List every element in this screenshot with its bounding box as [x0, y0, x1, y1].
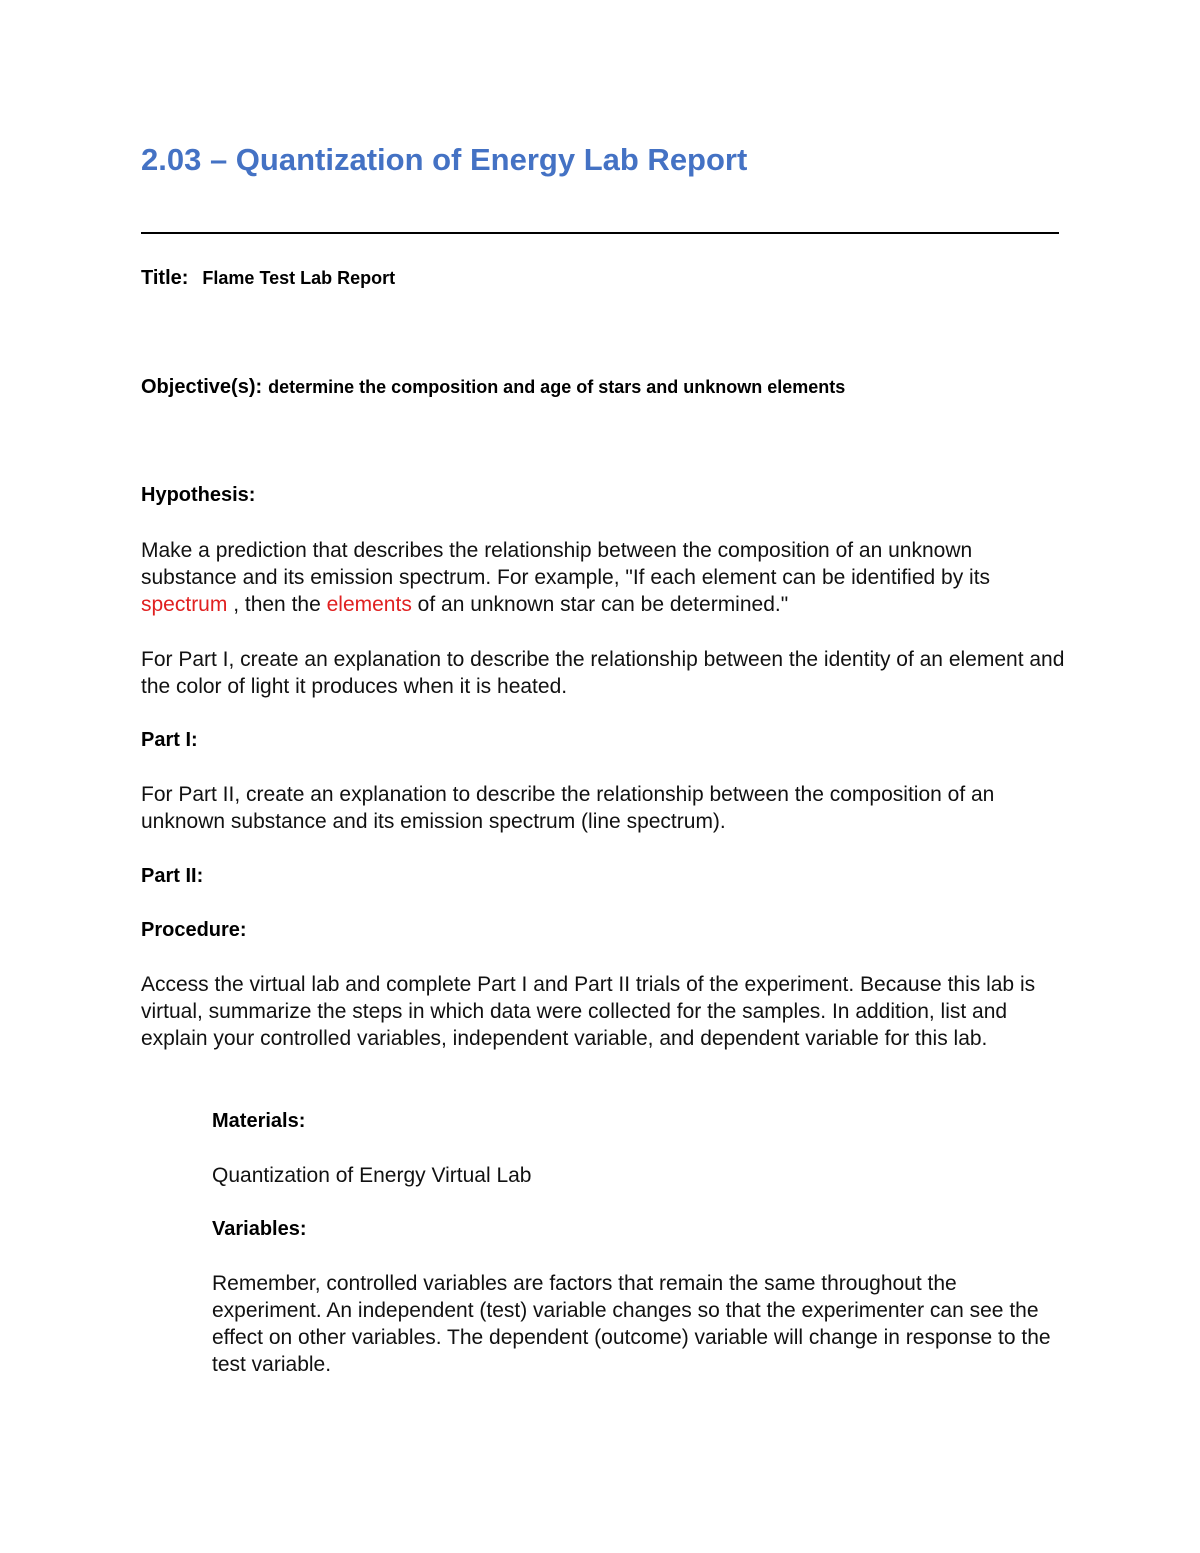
title-divider — [141, 232, 1059, 234]
materials-heading: Materials: — [212, 1110, 306, 1132]
procedure-heading: Procedure: — [141, 919, 247, 941]
part2-instruction-paragraph: For Part II, create an explanation to describe the relationship between the composition of an unknown substance and its emission spectrum (line spectrum). — [141, 783, 995, 833]
variables-paragraph: Remember, controlled variables are factors that remain the same throughout the experiment. An independent (test) variable changes so that the experimenter can see the effect on other variables. The dependent (outcome) variable will change in response to the test variable. — [212, 1272, 1051, 1376]
title-field — [141, 264, 395, 294]
hypothesis-text-3: of an unknown star can be determined." — [411, 593, 789, 616]
hypothesis-paragraph — [141, 537, 1071, 618]
variables-heading: Variables: — [212, 1218, 307, 1240]
title-label: Title: — [141, 267, 189, 289]
part1-heading: Part I: — [141, 729, 198, 751]
title-value: Flame Test Lab Report — [202, 268, 396, 288]
procedure-paragraph: Access the virtual lab and complete Part I and Part II trials of the experiment. Because this lab is virtual, summarize the steps in which data were collected for the samples. In addition, list and explain your controlled variables, independent variable, and dependent variable for this lab. — [141, 973, 1036, 1050]
document-title: 2.03 – Quantization of Energy Lab Report — [141, 142, 748, 177]
hypothesis-text-2: , then the — [227, 593, 327, 616]
hypothesis-text-1: Make a prediction that describes the relationship between the composition of an unknown substance and its emission spectrum. For example, "If each element can be identified by its — [141, 539, 991, 589]
highlight-elements: elements — [326, 593, 412, 616]
hypothesis-heading: Hypothesis: — [141, 484, 256, 506]
materials-value: Quantization of Energy Virtual Lab — [212, 1164, 532, 1187]
part2-heading: Part II: — [141, 865, 204, 887]
highlight-spectrum: spectrum — [141, 593, 228, 616]
part1-instruction-paragraph: For Part I, create an explanation to describe the relationship between the identity of an element and the color of light it produces when it is heated. — [141, 648, 1065, 698]
objective-field — [141, 373, 845, 403]
objective-value: determine the composition and age of stars and unknown elements — [268, 377, 846, 397]
objective-label: Objective(s): — [141, 376, 263, 398]
